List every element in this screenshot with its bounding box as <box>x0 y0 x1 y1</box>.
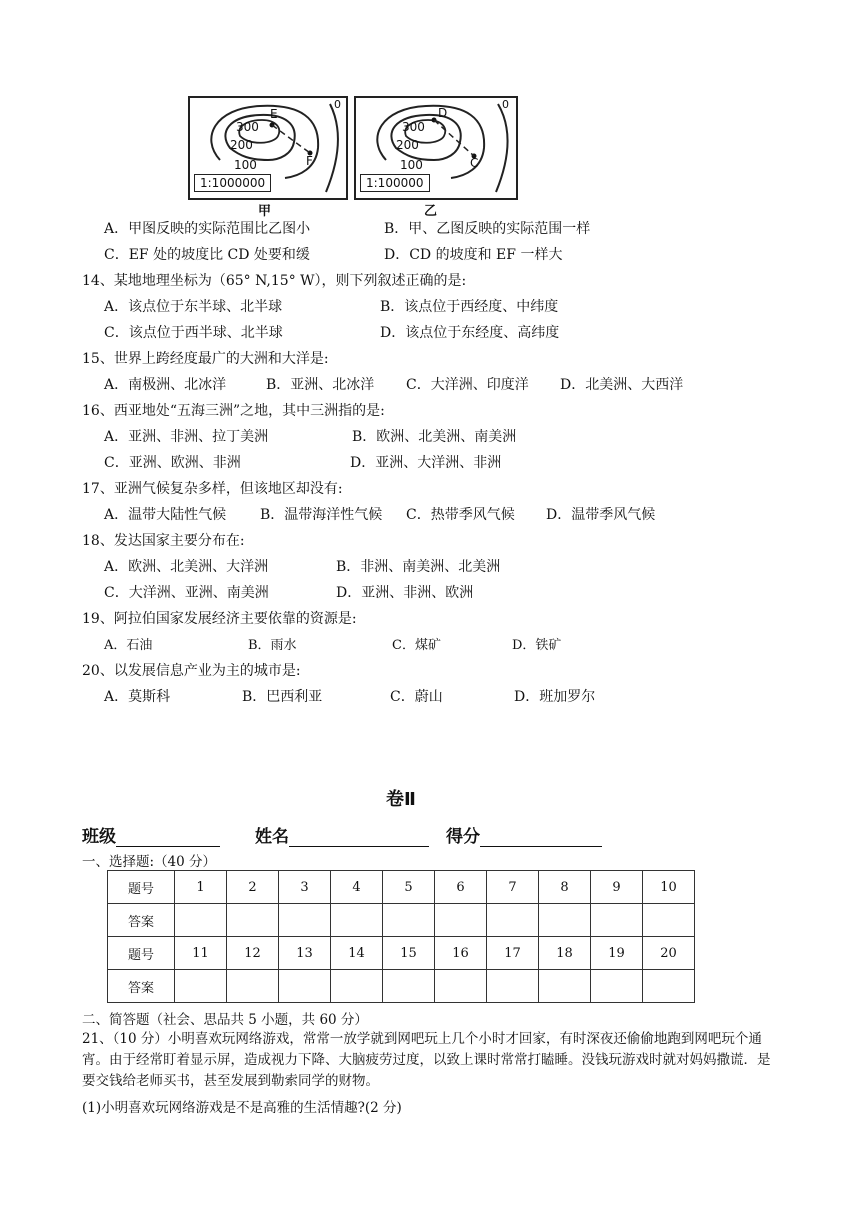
question-number: 1 <box>175 871 227 904</box>
table-row <box>108 871 695 904</box>
answer-cell[interactable] <box>383 970 435 1003</box>
answer-cell[interactable] <box>227 970 279 1003</box>
q20-stem: 20、以发展信息产业为主的城市是: <box>82 663 301 679</box>
q13-option-b: B．甲、乙图反映的实际范围一样 <box>384 221 591 237</box>
edge-mark-right: 0 <box>502 98 509 111</box>
scale-label-left: 1:1000000 <box>194 174 271 192</box>
q18-stem: 18、发达国家主要分布在: <box>82 533 245 549</box>
question-number: 12 <box>227 937 279 970</box>
q20-option-b: B．巴西利亚 <box>242 689 323 705</box>
q19-option-c: C．煤矿 <box>392 638 441 653</box>
q16-option-a: A．亚洲、非洲、拉丁美洲 <box>104 429 269 445</box>
q16-option-d: D．亚洲、大洋洲、非洲 <box>350 455 502 471</box>
q19-option-b: B．雨水 <box>248 638 297 653</box>
row-label-question: 题号 <box>108 937 175 970</box>
q14-option-a: A．该点位于东半球、北半球 <box>104 299 283 315</box>
point-e-label: E <box>270 107 278 121</box>
map-caption-left: 甲 <box>258 204 272 219</box>
q19-option-a: A．石油 <box>104 638 153 653</box>
q17-option-d: D．温带季风气候 <box>546 507 656 523</box>
q20-option-d: D．班加罗尔 <box>514 689 596 705</box>
question-number: 8 <box>539 871 591 904</box>
edge-mark-left: 0 <box>334 98 341 111</box>
answer-cell[interactable] <box>331 904 383 937</box>
answer-cell[interactable] <box>383 904 435 937</box>
table-row <box>108 904 695 937</box>
question-number: 7 <box>487 871 539 904</box>
answer-cell[interactable] <box>487 970 539 1003</box>
q14-option-b: B．该点位于西经度、中纬度 <box>380 299 559 315</box>
answer-cell[interactable] <box>435 970 487 1003</box>
q13-option-d: D．CD 的坡度和 EF 一样大 <box>384 247 563 263</box>
answer-cell[interactable] <box>175 904 227 937</box>
q20-option-a: A．莫斯科 <box>104 689 171 705</box>
answer-cell[interactable] <box>227 904 279 937</box>
q14-stem: 14、某地地理坐标为（65° N,15° W），则下列叙述正确的是: <box>82 273 467 289</box>
answer-cell[interactable] <box>539 904 591 937</box>
name-field <box>255 822 429 847</box>
class-blank[interactable] <box>116 828 220 847</box>
question-number: 18 <box>539 937 591 970</box>
q17-stem: 17、亚洲气候复杂多样，但该地区却没有: <box>82 481 343 497</box>
q20-option-c: C．蔚山 <box>390 689 443 705</box>
q14-option-c: C．该点位于西半球、北半球 <box>104 325 283 341</box>
q17-option-a: A．温带大陆性气候 <box>104 507 227 523</box>
contour-map-right <box>354 96 518 200</box>
contour-label-100-left: 100 <box>234 158 257 172</box>
question-number: 3 <box>279 871 331 904</box>
name-blank[interactable] <box>289 828 429 847</box>
contour-label-300-right: 300 <box>402 120 425 134</box>
point-d-label: D <box>438 106 448 120</box>
answer-cell[interactable] <box>643 970 695 1003</box>
q21-subquestion-1: (1)小明喜欢玩网络游戏是不是高雅的生活情趣?(2 分) <box>82 1100 402 1116</box>
answer-cell[interactable] <box>539 970 591 1003</box>
q16-option-c: C．亚洲、欧洲、非洲 <box>104 455 241 471</box>
question-number: 6 <box>435 871 487 904</box>
question-number: 16 <box>435 937 487 970</box>
q14-option-d: D．该点位于东经度、高纬度 <box>380 325 560 341</box>
map-caption-right: 乙 <box>424 204 438 219</box>
student-info-line <box>82 822 220 847</box>
question-number: 19 <box>591 937 643 970</box>
contour-map-left <box>188 96 348 200</box>
question-number: 10 <box>643 871 695 904</box>
question-number: 2 <box>227 871 279 904</box>
q15-option-c: C．大洋洲、印度洋 <box>406 377 529 393</box>
score-field <box>446 822 602 847</box>
q15-option-b: B．亚洲、北冰洋 <box>266 377 375 393</box>
q19-stem: 19、阿拉伯国家发展经济主要依靠的资源是: <box>82 611 357 627</box>
section2-heading: 二、简答题（社会、思品共 5 小题，共 60 分） <box>82 1012 368 1028</box>
score-label: 得分 <box>446 827 480 847</box>
contour-label-300-left: 300 <box>236 120 259 134</box>
class-label: 班级 <box>82 827 116 847</box>
answer-cell[interactable] <box>279 904 331 937</box>
q15-option-d: D．北美洲、大西洋 <box>560 377 684 393</box>
q16-stem: 16、西亚地处“五海三洲”之地，其中三洲指的是: <box>82 403 385 419</box>
question-number: 11 <box>175 937 227 970</box>
scale-label-right: 1:100000 <box>360 174 430 192</box>
q15-option-a: A．南极洲、北冰洋 <box>104 377 227 393</box>
question-number: 15 <box>383 937 435 970</box>
answer-cell[interactable] <box>591 904 643 937</box>
answer-cell[interactable] <box>643 904 695 937</box>
question-number: 4 <box>331 871 383 904</box>
contour-label-200-left: 200 <box>230 138 253 152</box>
question-number: 17 <box>487 937 539 970</box>
answer-table <box>107 870 695 1003</box>
q21-passage: 21、（10 分）小明喜欢玩网络游戏，常常一放学就到网吧玩上几个小时才回家，有时深夜还偷偷地跑到网吧玩个通宵。由于经常盯着显示屏，造成视力下降、大脑疲劳过度，以致上课时常常打瞌睡。没钱玩游戏时就对妈妈撒谎．是要交钱给老师买书，甚至发展到勒索同学的财物。 <box>82 1031 771 1089</box>
row-label-answer: 答案 <box>108 904 175 937</box>
name-label: 姓名 <box>255 827 289 847</box>
q17-option-b: B．温带海洋性气候 <box>260 507 383 523</box>
part2-title: 卷Ⅱ <box>386 789 416 810</box>
q15-stem: 15、世界上跨经度最广的大洲和大洋是: <box>82 351 329 367</box>
question-number: 14 <box>331 937 383 970</box>
question-number: 13 <box>279 937 331 970</box>
question-number: 9 <box>591 871 643 904</box>
answer-cell[interactable] <box>487 904 539 937</box>
score-blank[interactable] <box>480 828 602 847</box>
q13-option-a: A．甲图反映的实际范围比乙图小 <box>104 221 311 237</box>
contour-label-100-right: 100 <box>400 158 423 172</box>
table-row <box>108 937 695 970</box>
q19-option-d: D．铁矿 <box>512 638 562 653</box>
question-number: 5 <box>383 871 435 904</box>
contour-label-200-right: 200 <box>396 138 419 152</box>
q17-option-c: C．热带季风气候 <box>406 507 515 523</box>
answer-cell[interactable] <box>435 904 487 937</box>
section1-heading: 一、选择题:（40 分） <box>82 854 217 870</box>
q18-option-d: D．亚洲、非洲、欧洲 <box>336 585 474 601</box>
row-label-answer: 答案 <box>108 970 175 1003</box>
answer-cell[interactable] <box>591 970 643 1003</box>
q18-option-a: A．欧洲、北美洲、大洋洲 <box>104 559 269 575</box>
question-number: 20 <box>643 937 695 970</box>
point-f-label: F <box>306 154 313 168</box>
q13-option-c: C．EF 处的坡度比 CD 处要和缓 <box>104 247 310 263</box>
q18-option-b: B．非洲、南美洲、北美洲 <box>336 559 501 575</box>
answer-cell[interactable] <box>175 970 227 1003</box>
q16-option-b: B．欧洲、北美洲、南美洲 <box>352 429 517 445</box>
point-c-label: C <box>470 156 479 170</box>
answer-cell[interactable] <box>331 970 383 1003</box>
q18-option-c: C．大洋洲、亚洲、南美洲 <box>104 585 269 601</box>
answer-cell[interactable] <box>279 970 331 1003</box>
row-label-question: 题号 <box>108 871 175 904</box>
table-row <box>108 970 695 1003</box>
